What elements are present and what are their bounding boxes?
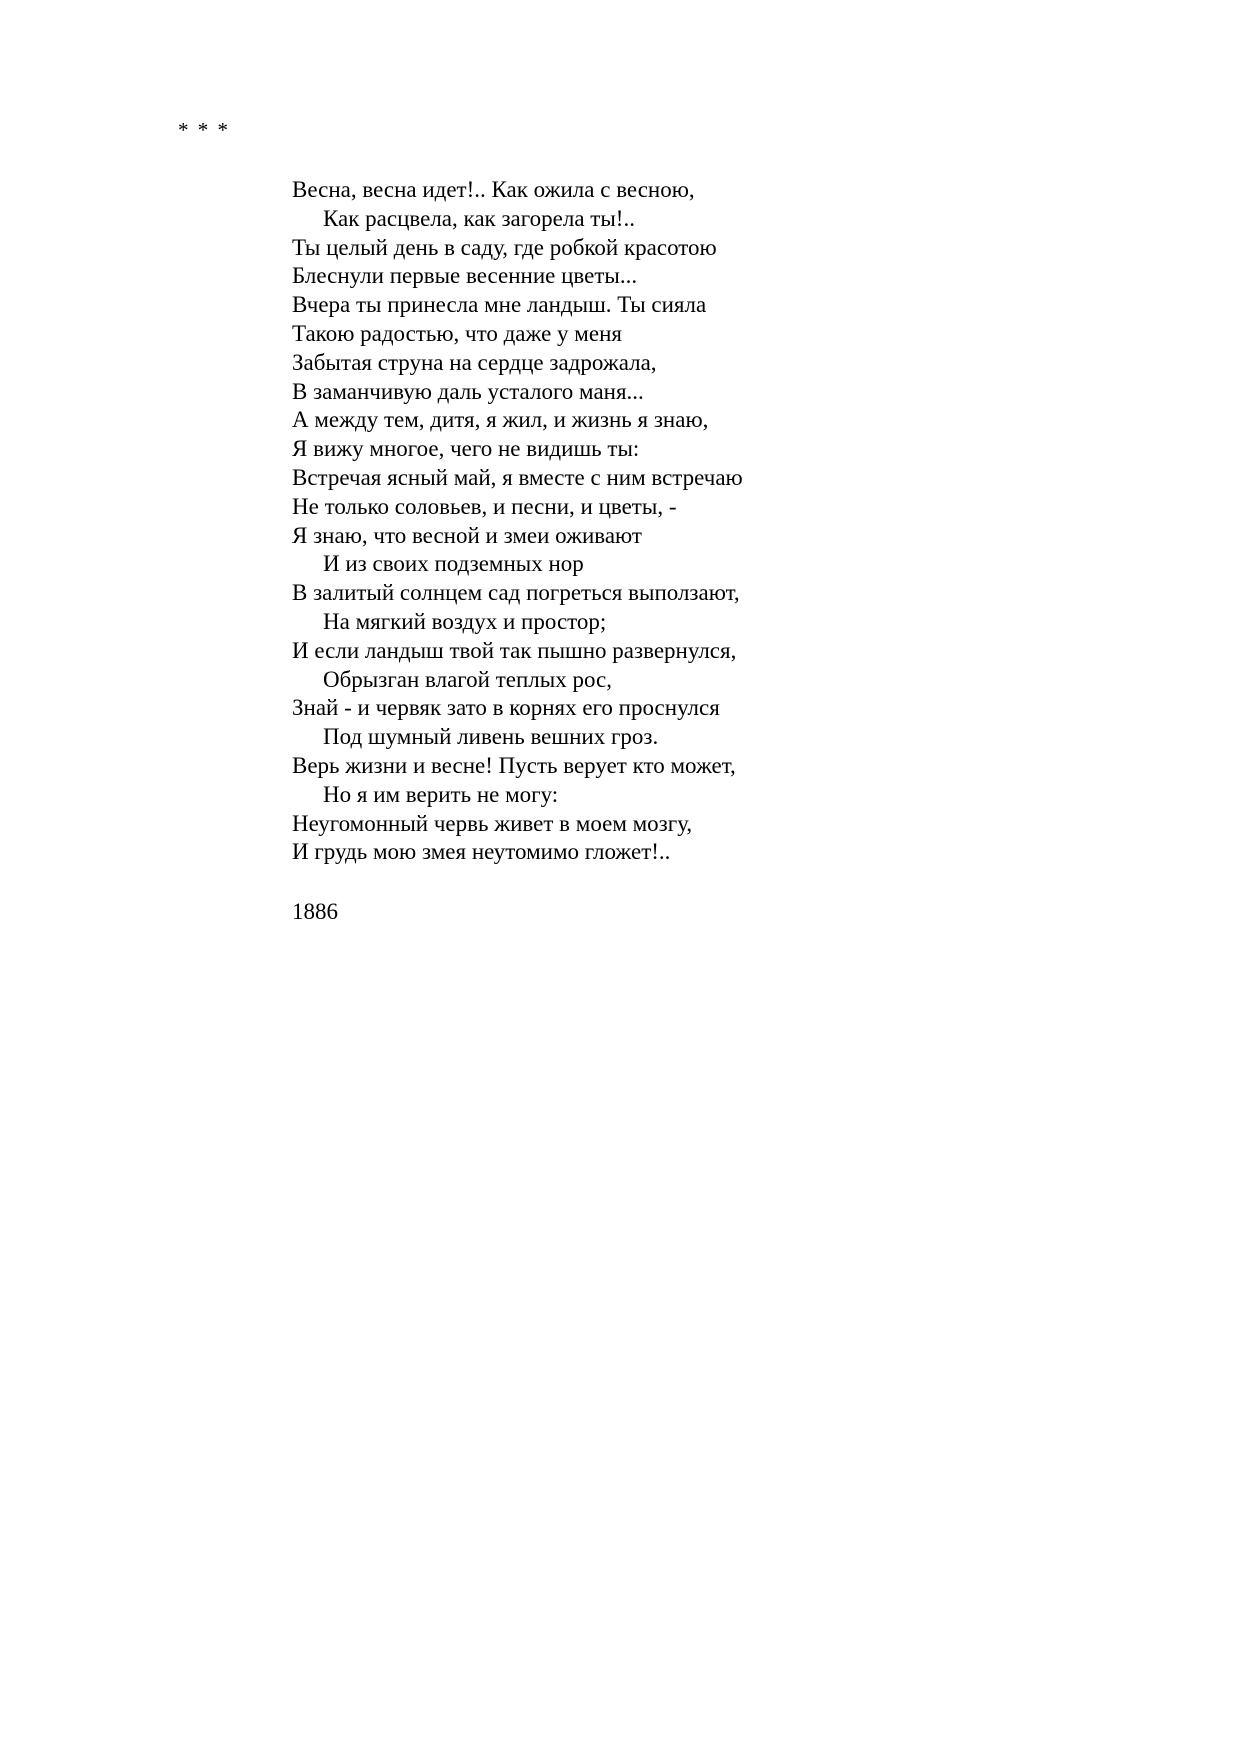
poem-line: Такою радостью, что даже у меня [292, 320, 622, 346]
poem-line: На мягкий воздух и простор; [323, 608, 607, 634]
poem-line: А между тем, дитя, я жил, и жизнь я знаю, [292, 407, 709, 433]
poem-line: Забытая струна на сердце задрожала, [292, 349, 657, 375]
poem-line: Я вижу многое, чего не видишь ты: [292, 436, 640, 462]
poem-line: В заманчивую даль усталого маня... [292, 378, 644, 404]
poem-body [292, 176, 1192, 867]
poem-line: Неугомонный червь живет в моем мозгу, [292, 810, 693, 836]
poem-line: И грудь мою змея неутомимо гложет!.. [292, 839, 671, 865]
poem-line: В залитый солнцем сад погреться выползают, [292, 580, 740, 606]
poem-line: Верь жизни и весне! Пусть верует кто может, [292, 752, 736, 778]
poem-line: Знай - и червяк зато в корнях его проснулся [292, 695, 720, 721]
poem-line: Обрызган влагой теплых рос, [323, 666, 612, 692]
poem-line: Вчера ты принесла мне ландыш. Ты сияла [292, 292, 707, 318]
poem-line: Встречая ясный май, я вместе с ним встречаю [292, 464, 743, 490]
section-separator: * * * [178, 118, 230, 142]
poem-line: Я знаю, что весной и змеи оживают [292, 522, 642, 548]
poem-line: Под шумный ливень вешних гроз. [323, 724, 659, 750]
poem-line: И если ландыш твой так пышно развернулся, [292, 637, 737, 663]
poem-line: Ты целый день в саду, где робкой красотою [292, 234, 717, 260]
poem-line: Но я им верить не могу: [323, 781, 559, 807]
poem-line: Как расцвела, как загорела ты!.. [323, 205, 635, 231]
poem-line: И из своих подземных нор [323, 551, 584, 577]
poem-line: Блеснули первые весенние цветы... [292, 263, 638, 289]
poem-line: Не только соловьев, и песни, и цветы, - [292, 493, 677, 519]
poem-year: 1886 [292, 899, 338, 924]
poem-line: Весна, весна идет!.. Как ожила с весною, [292, 177, 695, 202]
